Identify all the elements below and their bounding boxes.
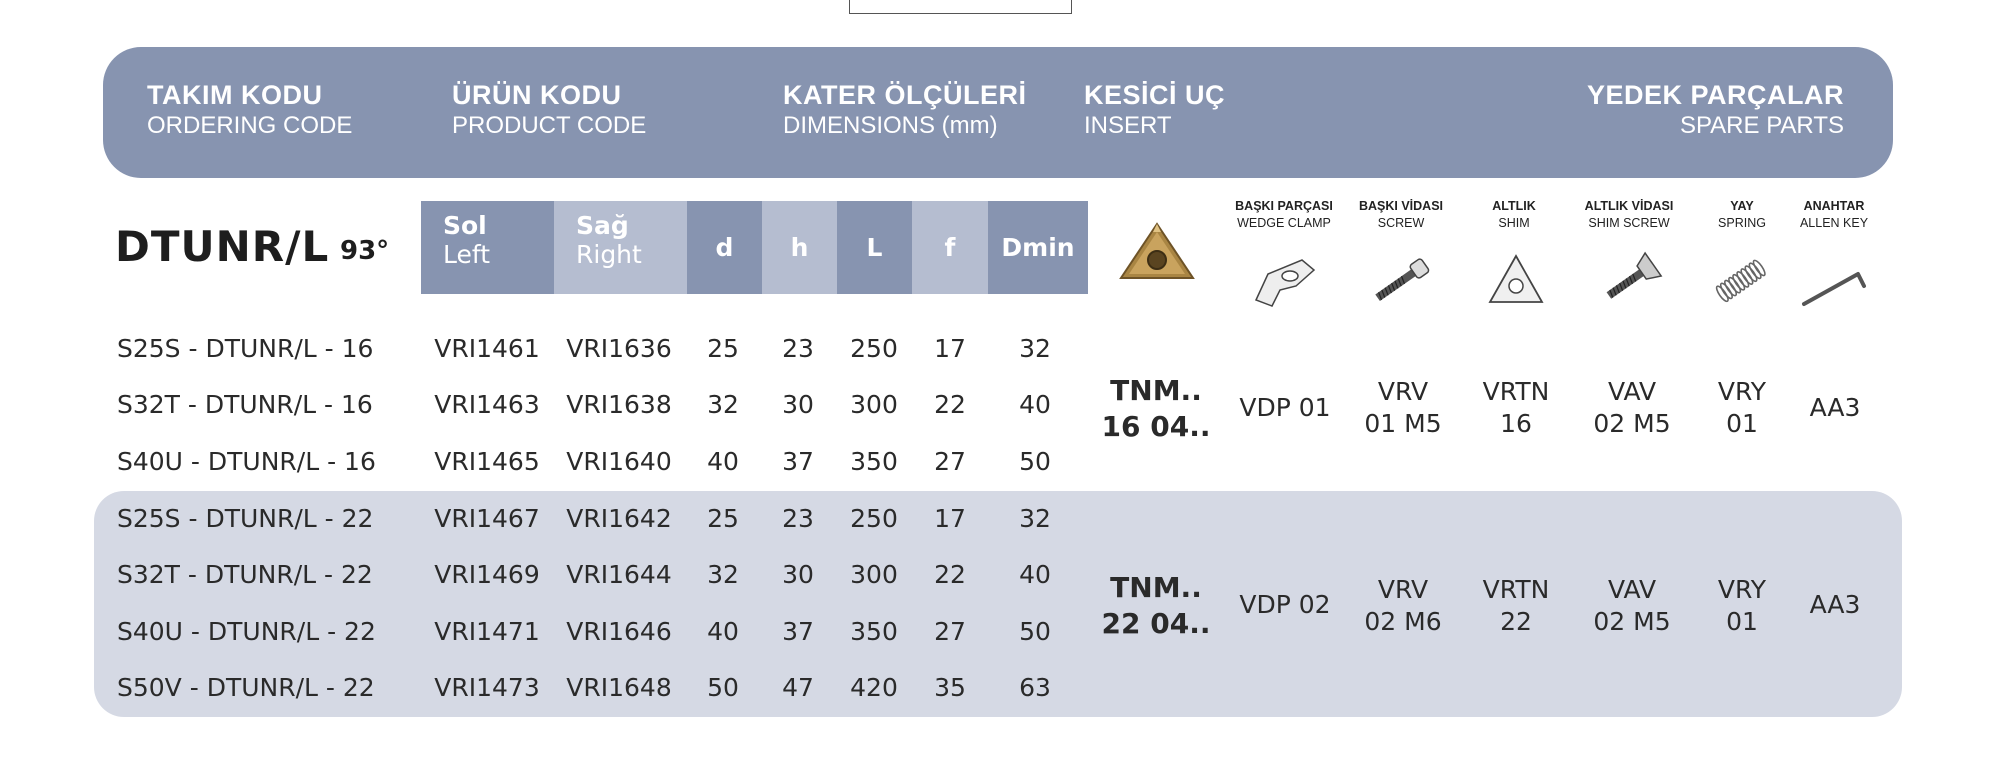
- group-22-shim-screw-line1: VAV: [1607, 575, 1657, 604]
- cell-L: 300: [850, 390, 898, 419]
- cell-ordering-code: S32T - DTUNR/L - 16: [117, 390, 373, 419]
- group-16-screw-line2: 01 M5: [1364, 409, 1442, 438]
- group-22-screw: [1364, 574, 1441, 638]
- sp-head-shim: [1459, 198, 1569, 232]
- cell-dmin: 50: [1019, 447, 1051, 476]
- sp-head-shim-screw-en: SHIM SCREW: [1588, 216, 1670, 230]
- group-22-screw-line1: VRV: [1377, 575, 1429, 604]
- sp-head-wedge-clamp-tr: BAŞKI PARÇASI: [1235, 199, 1333, 213]
- cell-dmin: 40: [1019, 560, 1051, 589]
- cell-d: 25: [707, 334, 739, 363]
- group-16-wedge-clamp: VDP 01: [1239, 393, 1331, 422]
- sp-head-allen-key-en: ALLEN KEY: [1799, 216, 1869, 230]
- col-head-right: [554, 201, 687, 294]
- family-angle: 93°: [340, 236, 390, 266]
- cell-d: 32: [707, 390, 739, 419]
- group-22-shim-screw: [1593, 574, 1670, 638]
- cell-f: 27: [934, 447, 966, 476]
- top-frame-edge: [849, 0, 1072, 14]
- group-16-shim-screw: [1593, 376, 1670, 440]
- wedge-clamp-icon: [1250, 250, 1320, 310]
- header-product-code: [452, 80, 646, 140]
- header-spare-parts: [1587, 80, 1844, 140]
- sp-head-wedge-clamp-en: WEDGE CLAMP: [1237, 216, 1331, 230]
- cell-dmin: 32: [1019, 334, 1051, 363]
- cell-L: 420: [850, 673, 898, 702]
- cell-left-code: VRI1473: [434, 673, 540, 702]
- group-16-screw-line1: VRV: [1377, 377, 1429, 406]
- cell-f: 17: [934, 334, 966, 363]
- cell-left-code: VRI1467: [434, 504, 540, 533]
- group-16-spring: [1718, 376, 1766, 440]
- group-16-insert-line1: TNM..: [1110, 374, 1202, 407]
- cell-L: 350: [850, 447, 898, 476]
- group-22-spring-line2: 01: [1726, 607, 1758, 636]
- cell-left-code: VRI1465: [434, 447, 540, 476]
- header-product-code-en: PRODUCT CODE: [452, 112, 647, 139]
- group-16-spring-line1: VRY: [1717, 377, 1767, 406]
- cell-d: 32: [707, 560, 739, 589]
- sp-head-wedge-clamp: [1229, 198, 1339, 232]
- cell-right-code: VRI1646: [566, 617, 672, 646]
- cell-d: 50: [707, 673, 739, 702]
- col-head-left-en: Left: [443, 240, 491, 269]
- header-dimensions-tr: KATER ÖLÇÜLERİ: [783, 80, 1027, 110]
- cell-ordering-code: S40U - DTUNR/L - 16: [117, 447, 376, 476]
- group-22-wedge-clamp: VDP 02: [1239, 590, 1331, 619]
- group-16-shim-screw-line2: 02 M5: [1593, 409, 1671, 438]
- family-title: DTUNR/L: [115, 222, 330, 271]
- sp-head-spring-tr: YAY: [1730, 199, 1754, 213]
- col-head-dmin-label: Dmin: [1001, 233, 1075, 262]
- cell-dmin: 63: [1019, 673, 1051, 702]
- group-22-insert-code: [1100, 570, 1212, 642]
- header-insert-en: INSERT: [1084, 112, 1172, 139]
- sp-head-allen-key: [1779, 198, 1889, 232]
- col-head-right-en: Right: [576, 240, 642, 269]
- cell-ordering-code: S50V - DTUNR/L - 22: [117, 673, 375, 702]
- col-head-L-label: L: [866, 233, 883, 262]
- group-22-insert-line1: TNM..: [1110, 571, 1202, 604]
- sp-head-screw-tr: BAŞKI VİDASI: [1358, 199, 1444, 213]
- col-head-f-label: f: [944, 233, 956, 262]
- col-head-h: [762, 201, 837, 294]
- cell-right-code: VRI1642: [566, 504, 672, 533]
- cell-h: 23: [782, 504, 814, 533]
- cell-left-code: VRI1461: [434, 334, 540, 363]
- header-dimensions-en: DIMENSIONS (mm): [783, 112, 998, 139]
- header-spare-parts-tr: YEDEK PARÇALAR: [1586, 80, 1844, 110]
- cell-L: 250: [850, 334, 898, 363]
- col-head-d-label: d: [715, 233, 734, 262]
- header-ordering-code-tr: TAKIM KODU: [147, 80, 323, 110]
- group-16-shim-line1: VRTN: [1482, 377, 1550, 406]
- cell-h: 37: [782, 447, 814, 476]
- cell-f: 22: [934, 560, 966, 589]
- header-dimensions: [783, 80, 1027, 140]
- group-22-shim-screw-line2: 02 M5: [1593, 607, 1671, 636]
- cell-h: 37: [782, 617, 814, 646]
- col-head-h-label: h: [790, 233, 809, 262]
- group-16-insert-code: [1100, 373, 1212, 445]
- col-head-left: [421, 201, 554, 294]
- header-ordering-code: [147, 80, 352, 140]
- sp-head-shim-tr: ALTLIK: [1492, 199, 1536, 213]
- col-head-d: [687, 201, 762, 294]
- group-22-spring: [1718, 574, 1766, 638]
- cell-h: 23: [782, 334, 814, 363]
- cell-L: 350: [850, 617, 898, 646]
- group-22-shim-line2: 22: [1500, 607, 1532, 636]
- spring-icon: [1710, 250, 1774, 310]
- sp-head-screw: [1346, 198, 1456, 232]
- col-head-dmin: [988, 201, 1088, 294]
- cell-h: 47: [782, 673, 814, 702]
- col-head-right-tr: Sağ: [576, 211, 629, 240]
- header-insert-tr: KESİCİ UÇ: [1084, 80, 1226, 110]
- cell-L: 250: [850, 504, 898, 533]
- cell-f: 35: [934, 673, 966, 702]
- col-head-f: [912, 201, 988, 294]
- header-product-code-tr: ÜRÜN KODU: [452, 80, 622, 110]
- sp-head-shim-screw-tr: ALTLIK VİDASI: [1584, 199, 1674, 213]
- group-16-shim-screw-line1: VAV: [1607, 377, 1657, 406]
- sp-head-allen-key-tr: ANAHTAR: [1803, 199, 1865, 213]
- cell-h: 30: [782, 390, 814, 419]
- group-16-shim: [1483, 376, 1550, 440]
- shim-icon: [1484, 250, 1548, 310]
- cell-ordering-code: S25S - DTUNR/L - 22: [117, 504, 374, 533]
- cell-ordering-code: S25S - DTUNR/L - 16: [117, 334, 374, 363]
- cell-ordering-code: S32T - DTUNR/L - 22: [117, 560, 373, 589]
- sp-head-screw-en: SCREW: [1377, 216, 1425, 230]
- sp-head-shim-en: SHIM: [1498, 216, 1530, 230]
- header-insert: [1084, 80, 1225, 140]
- cell-d: 25: [707, 504, 739, 533]
- screw-icon: [1368, 250, 1438, 310]
- sp-head-spring-en: SPRING: [1718, 216, 1766, 230]
- cell-f: 17: [934, 504, 966, 533]
- allen-key-icon: [1800, 250, 1870, 310]
- group-16-insert-line2: 16 04..: [1101, 410, 1211, 443]
- header-spare-parts-en: SPARE PARTS: [1679, 112, 1844, 139]
- shim-screw-icon: [1596, 250, 1666, 310]
- cell-left-code: VRI1469: [434, 560, 540, 589]
- group-16-allen-key: AA3: [1809, 393, 1861, 422]
- group-22-shim: [1483, 574, 1550, 638]
- cell-f: 22: [934, 390, 966, 419]
- cell-left-code: VRI1463: [434, 390, 540, 419]
- col-head-left-tr: Sol: [443, 211, 487, 240]
- cell-dmin: 40: [1019, 390, 1051, 419]
- insert-triangle-icon: [1117, 220, 1197, 284]
- cell-right-code: VRI1638: [566, 390, 672, 419]
- group-16-screw: [1364, 376, 1441, 440]
- cell-right-code: VRI1636: [566, 334, 672, 363]
- cell-ordering-code: S40U - DTUNR/L - 22: [117, 617, 376, 646]
- cell-d: 40: [707, 447, 739, 476]
- group-22-allen-key: AA3: [1809, 590, 1861, 619]
- group-16-shim-line2: 16: [1500, 409, 1532, 438]
- header-ordering-code-en: ORDERING CODE: [147, 112, 353, 139]
- cell-L: 300: [850, 560, 898, 589]
- group-22-spring-line1: VRY: [1717, 575, 1767, 604]
- group-22-insert-line2: 22 04..: [1101, 607, 1211, 640]
- cell-dmin: 50: [1019, 617, 1051, 646]
- group-16-spring-line2: 01: [1726, 409, 1758, 438]
- group-22-screw-line2: 02 M6: [1364, 607, 1442, 636]
- cell-h: 30: [782, 560, 814, 589]
- cell-right-code: VRI1648: [566, 673, 672, 702]
- cell-f: 27: [934, 617, 966, 646]
- col-head-L: [837, 201, 912, 294]
- cell-left-code: VRI1471: [434, 617, 540, 646]
- cell-dmin: 32: [1019, 504, 1051, 533]
- cell-right-code: VRI1640: [566, 447, 672, 476]
- sp-head-shim-screw: [1574, 198, 1684, 232]
- cell-right-code: VRI1644: [566, 560, 672, 589]
- group-22-shim-line1: VRTN: [1482, 575, 1550, 604]
- cell-d: 40: [707, 617, 739, 646]
